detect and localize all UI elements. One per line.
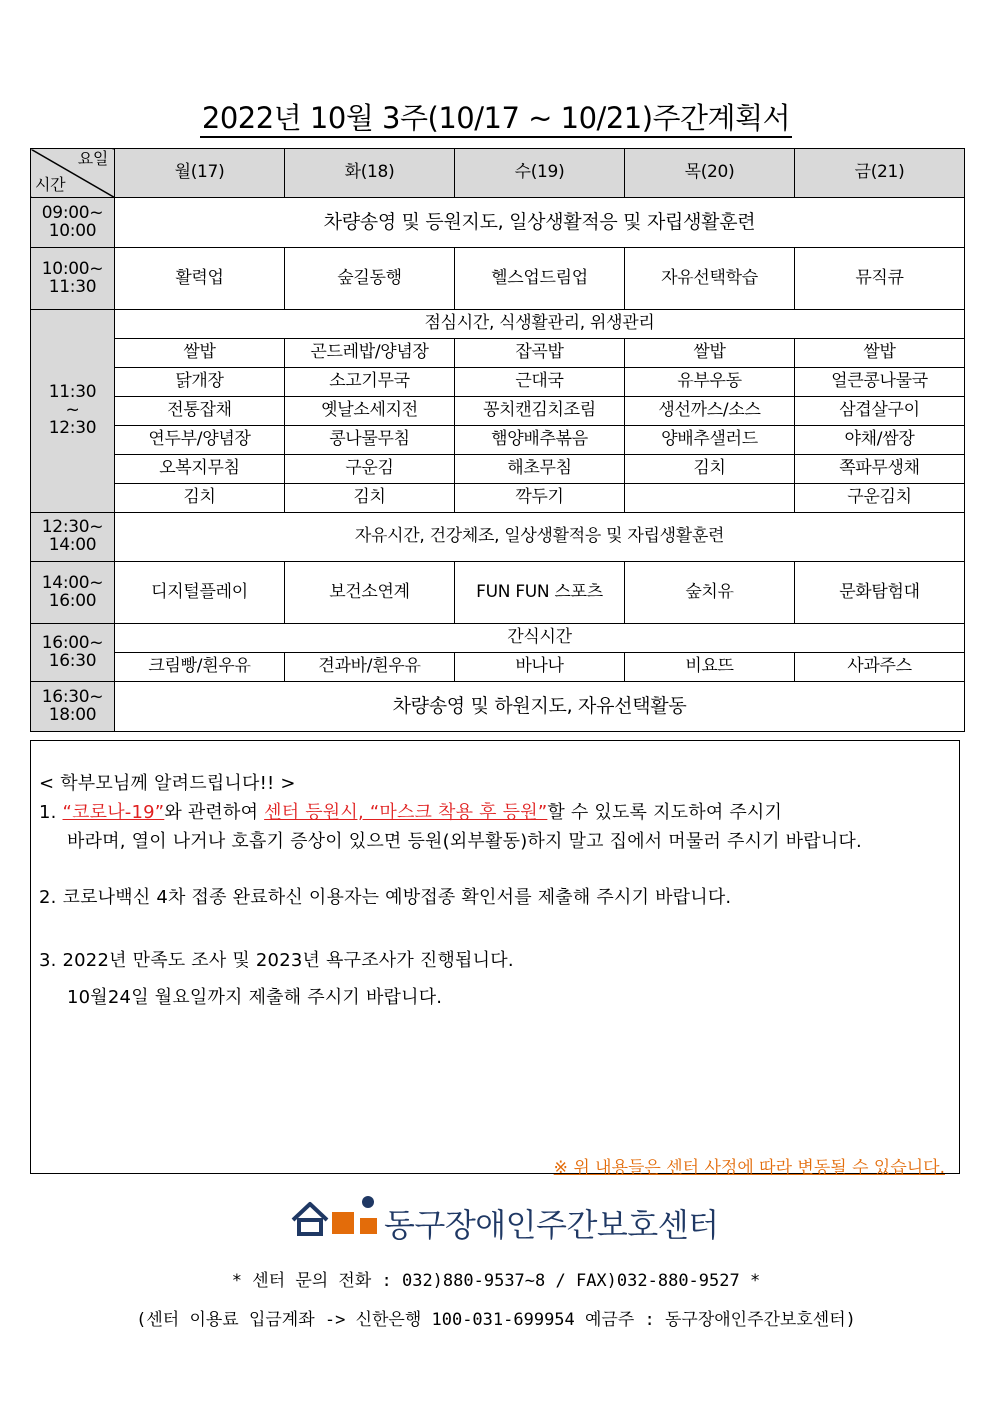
menu-cell: 햄양배추볶음 (455, 426, 625, 455)
schedule-row-1000 (31, 248, 965, 310)
menu-cell: 옛날소세지전 (285, 397, 455, 426)
menu-cell: 구운김치 (795, 484, 965, 513)
menu-row (31, 484, 965, 513)
time-label: 시간 (35, 175, 66, 195)
menu-row (31, 397, 965, 426)
notice-item-2: 2. 코로나백신 4차 접종 완료하신 이용자는 예방접종 확인서를 제출해 주시기 바랍니다. (39, 887, 732, 908)
snack-cell: 크림빵/흰우유 (115, 653, 285, 682)
menu-cell: 김치 (115, 484, 285, 513)
activity-cell: 문화탐험대 (795, 562, 965, 624)
schedule-row-1630 (31, 682, 965, 732)
snack-header: 간식시간 (115, 624, 965, 653)
day-header-tue: 화(18) (285, 149, 455, 198)
house-logo-icon (290, 1192, 382, 1252)
menu-cell: 쌀밥 (795, 339, 965, 368)
menu-cell: 꽁치캔김치조림 (455, 397, 625, 426)
menu-cell: 쌀밥 (115, 339, 285, 368)
activity-cell: FUN FUN 스포츠 (455, 562, 625, 624)
day-label: 요일 (77, 149, 108, 168)
activity-cell: 숲치유 (625, 562, 795, 624)
parent-notice-box (30, 740, 960, 1178)
menu-cell (625, 484, 795, 513)
snack-cell: 바나나 (455, 653, 625, 682)
activity-cell: 숲길동행 (285, 248, 455, 310)
time-cell: 12:30~ 14:00 (31, 513, 115, 562)
change-notice: ※ 위 내용들은 센터 사정에 따라 변동될 수 있습니다. (553, 1158, 945, 1178)
notice-item-1: 1. “코로나-19”와 관련하여 센터 등원시, “마스크 착용 후 등원”할 수 있도록 지도하여 주시기 (39, 802, 783, 823)
snack-row (31, 653, 965, 682)
snack-cell: 사과주스 (795, 653, 965, 682)
notice-item-3: 3. 2022년 만족도 조사 및 2023년 욕구조사가 진행됩니다. (39, 950, 514, 971)
time-cell: 16:30~ 18:00 (31, 682, 115, 732)
menu-cell: 쪽파무생채 (795, 455, 965, 484)
notice-item-3-line2: 10월24일 월요일까지 제출해 주시기 바랍니다. (67, 987, 443, 1008)
schedule-row-1400 (31, 562, 965, 624)
menu-cell: 근대국 (455, 368, 625, 397)
bank-account: (센터 이용료 입금계좌 -> 신한은행 100-031-699954 예금주 : 동구장애인주간보호센터) (136, 1310, 856, 1330)
contact-phone: * 센터 문의 전화 : 032)880-9537~8 / FAX)032-880-9527 * (231, 1271, 761, 1291)
day-header-fri: 금(21) (795, 149, 965, 198)
activity-cell: 차량송영 및 하원지도, 자유선택활동 (115, 682, 965, 732)
activity-cell: 디지털플레이 (115, 562, 285, 624)
activity-cell: 헬스업드림업 (455, 248, 625, 310)
center-name: 동구장애인주간보호센터 (384, 1206, 719, 1244)
menu-cell: 오복지무침 (115, 455, 285, 484)
snack-cell: 견과바/흰우유 (285, 653, 455, 682)
day-header-mon: 월(17) (115, 149, 285, 198)
menu-cell: 구운김 (285, 455, 455, 484)
menu-cell: 야채/쌈장 (795, 426, 965, 455)
menu-cell: 잡곡밥 (455, 339, 625, 368)
time-cell: 10:00~ 11:30 (31, 248, 115, 310)
day-header-row (31, 149, 965, 198)
notice-heading: < 학부모님께 알려드립니다!! > (39, 773, 296, 794)
menu-cell: 쌀밥 (625, 339, 795, 368)
schedule-row-0900 (31, 198, 965, 248)
menu-cell: 소고기무국 (285, 368, 455, 397)
day-header-wed: 수(19) (455, 149, 625, 198)
snack-cell: 비요뜨 (625, 653, 795, 682)
menu-cell: 깍두기 (455, 484, 625, 513)
activity-cell: 활력업 (115, 248, 285, 310)
menu-cell: 전통잡채 (115, 397, 285, 426)
weekly-schedule-table (30, 148, 965, 732)
time-cell: 11:30 ~ 12:30 (31, 310, 115, 513)
menu-cell: 양배추샐러드 (625, 426, 795, 455)
menu-cell: 콩나물무침 (285, 426, 455, 455)
activity-cell: 차량송영 및 등원지도, 일상생활적응 및 자립생활훈련 (115, 198, 965, 248)
menu-row (31, 426, 965, 455)
menu-row (31, 368, 965, 397)
page-title: 2022년 10월 3주(10/17 ~ 10/21)주간계획서 (0, 96, 992, 137)
day-header-thu: 목(20) (625, 149, 795, 198)
menu-cell: 삼겹살구이 (795, 397, 965, 426)
activity-cell: 뮤직큐 (795, 248, 965, 310)
menu-cell: 김치 (285, 484, 455, 513)
corner-cell (31, 149, 115, 198)
menu-row (31, 339, 965, 368)
menu-cell: 해초무침 (455, 455, 625, 484)
lunch-header: 점심시간, 식생활관리, 위생관리 (115, 310, 965, 339)
menu-cell: 얼큰콩나물국 (795, 368, 965, 397)
activity-cell: 자유시간, 건강체조, 일상생활적응 및 자립생활훈련 (115, 513, 965, 562)
menu-cell: 유부우동 (625, 368, 795, 397)
center-logo (290, 1192, 719, 1252)
time-cell: 14:00~ 16:00 (31, 562, 115, 624)
menu-cell: 닭개장 (115, 368, 285, 397)
activity-cell: 자유선택학습 (625, 248, 795, 310)
menu-cell: 연두부/양념장 (115, 426, 285, 455)
activity-cell: 보건소연계 (285, 562, 455, 624)
notice-item-1-line2: 바라며, 열이 나거나 호흡기 증상이 있으면 등원(외부활동)하지 말고 집에서 머물러 주시기 바랍니다. (67, 831, 862, 852)
menu-cell: 김치 (625, 455, 795, 484)
time-cell: 09:00~ 10:00 (31, 198, 115, 248)
schedule-row-1230 (31, 513, 965, 562)
menu-cell: 곤드레밥/양념장 (285, 339, 455, 368)
menu-cell: 생선까스/소스 (625, 397, 795, 426)
lunch-header-row (31, 310, 965, 339)
snack-header-row (31, 624, 965, 653)
menu-row (31, 455, 965, 484)
time-cell: 16:00~ 16:30 (31, 624, 115, 682)
